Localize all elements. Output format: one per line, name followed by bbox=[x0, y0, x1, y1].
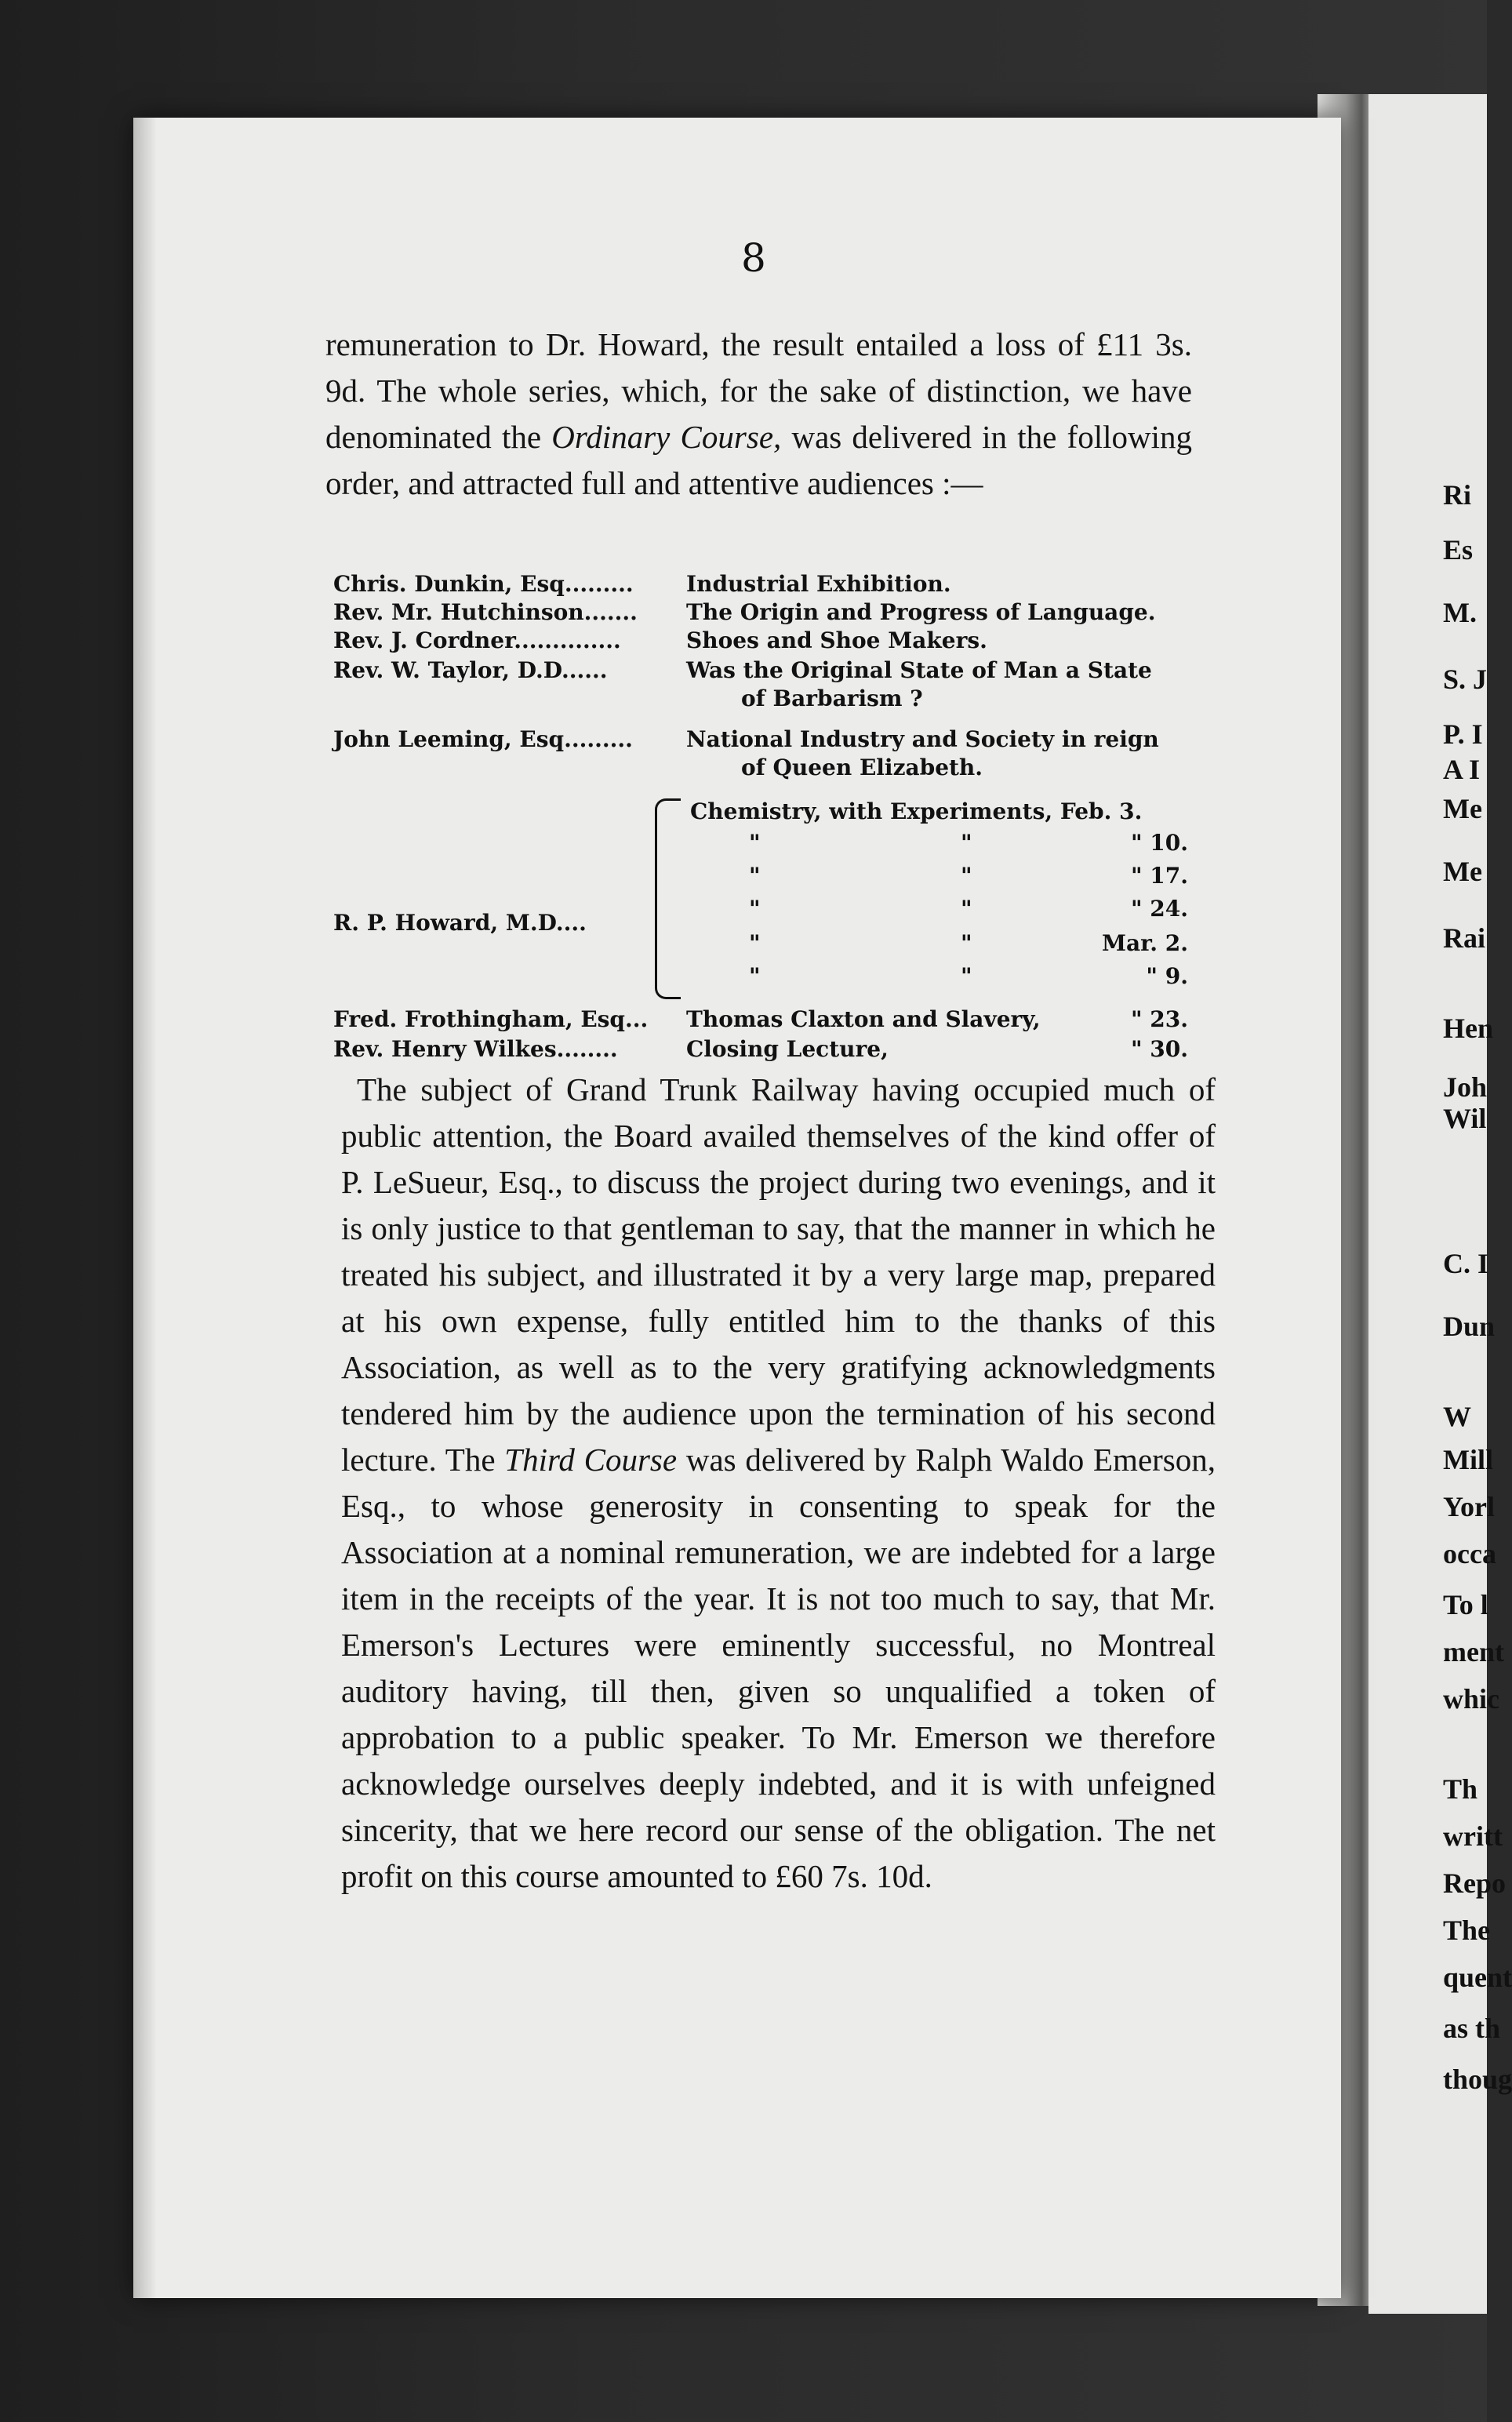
ditto-row bbox=[333, 930, 1212, 958]
right-page-fragment: Yorl bbox=[1443, 1491, 1495, 1522]
ditto-mark: " bbox=[749, 963, 761, 989]
right-page-fragment: whic bbox=[1443, 1683, 1499, 1715]
paragraph-main bbox=[341, 1067, 1216, 1900]
ditto-mark: " bbox=[961, 930, 972, 956]
lecture-speaker: Rev. W. Taylor, D.D...... bbox=[333, 657, 608, 683]
lecture-topic: The Origin and Progress of Language. bbox=[686, 599, 1156, 625]
ditto-mark: " bbox=[749, 896, 761, 922]
para1-text-b: was delivered in the following order, and attracted full and attentive audiences :— bbox=[325, 419, 1192, 501]
lecture-topic: Shoes and Shoe Makers. bbox=[686, 627, 987, 653]
ditto-mark: " bbox=[961, 896, 972, 922]
right-page-fragment: M. bbox=[1443, 597, 1477, 628]
lecture-row bbox=[333, 1006, 1212, 1035]
para2-text-b: was delivered by Ralph Waldo Emerson, Esq., to whose generosity in consenting to speak for the Association at a nominal remuneration, we are indebted for a large item in the receipts of the year. It is not too much to say, that Mr. Emerson's Lectures were eminently successful, no Montreal auditory having, till then, given so unqualified a token of approbation to a public speaker. To Mr. Emerson we therefore acknowledge ourselves deeply indebted, and it is with unfeigned sincerity, that we here record our sense of the obligation. The net profit on this course amounted to £60 7s. 10d. bbox=[341, 1442, 1216, 1894]
lecture-topic: Industrial Exhibition. bbox=[686, 571, 951, 597]
lecture-row bbox=[333, 1036, 1212, 1064]
right-page-fragment: Es bbox=[1443, 534, 1474, 565]
lecture-row bbox=[333, 571, 1212, 599]
ditto-mark: " bbox=[961, 830, 972, 856]
lecture-speaker: Rev. J. Cordner.............. bbox=[333, 627, 621, 653]
lecture-row bbox=[333, 599, 1212, 627]
lecture-date: " 9. bbox=[1146, 963, 1188, 989]
right-page-fragment: S. J bbox=[1443, 664, 1488, 695]
right-page-fragment: occa bbox=[1443, 1538, 1496, 1569]
right-page-fragment: Th bbox=[1443, 1773, 1478, 1805]
lecture-row bbox=[333, 686, 1212, 714]
right-page-fragment: Hen bbox=[1443, 1013, 1494, 1044]
right-page-fragment: Mill bbox=[1443, 1444, 1493, 1475]
ditto-mark: " bbox=[961, 963, 972, 989]
right-page-fragment: writt bbox=[1443, 1820, 1503, 1852]
right-page-fragment: as th bbox=[1443, 2013, 1501, 2044]
right-page-fragment: Me bbox=[1443, 856, 1482, 887]
right-page-fragment: Wil bbox=[1443, 1103, 1487, 1134]
right-page-fragment: ment bbox=[1443, 1636, 1504, 1667]
lecture-speaker: Chris. Dunkin, Esq......... bbox=[333, 571, 634, 597]
para2-text-a: The subject of Grand Trunk Railway having occupied much of public attention, the Board availed themselves of the kind offer of P. LeSueur, Esq., to discuss the project during two evenings, and it is only justice to that gentleman to say, that the manner in which he treated his subject, and illustrated it by a very large map, prepared at his own expense, fully entitled him to the thanks of this Association, as well as to the very gratifying acknowledgments tendered him by the audience upon the termination of his second lecture. The bbox=[341, 1071, 1216, 1478]
right-page-fragment: quent bbox=[1443, 1962, 1512, 1993]
lecture-date: " 30. bbox=[1130, 1036, 1188, 1062]
lecture-speaker: Rev. Henry Wilkes........ bbox=[333, 1036, 618, 1062]
ditto-mark: " bbox=[961, 863, 972, 889]
para2-emphasis: Third Course bbox=[504, 1442, 678, 1478]
right-page-fragment: Dun bbox=[1443, 1311, 1496, 1342]
right-page-fragment: Me bbox=[1443, 793, 1482, 824]
right-page-fragment: A I bbox=[1443, 754, 1481, 785]
lecture-speaker: Fred. Frothingham, Esq... bbox=[333, 1006, 649, 1032]
lecture-date: " 24. bbox=[1130, 896, 1188, 922]
para1-emphasis: Ordinary Course, bbox=[551, 419, 782, 455]
lecture-topic: Was the Original State of Man a State bbox=[686, 657, 1152, 683]
ditto-mark: " bbox=[749, 930, 761, 956]
right-page-fragment: The bbox=[1443, 1915, 1491, 1946]
right-page-fragment: Ri bbox=[1443, 479, 1471, 511]
lecture-date: " 17. bbox=[1130, 863, 1188, 889]
ditto-mark: " bbox=[749, 863, 761, 889]
ditto-mark: " bbox=[749, 830, 761, 856]
lecture-topic: Thomas Claxton and Slavery, bbox=[686, 1006, 1041, 1032]
page-number: 8 bbox=[741, 235, 766, 281]
lecture-row bbox=[333, 755, 1212, 783]
lecture-row bbox=[333, 726, 1212, 755]
right-page-fragment: Repo bbox=[1443, 1867, 1506, 1899]
right-page-fragment: Rai bbox=[1443, 922, 1485, 954]
ditto-row bbox=[333, 830, 1212, 858]
right-page-fragment: W bbox=[1443, 1401, 1471, 1432]
lecture-row bbox=[333, 798, 1212, 827]
right-page-fragment: Joh bbox=[1443, 1071, 1488, 1103]
lecture-date: Mar. 2. bbox=[1101, 930, 1188, 956]
ditto-row bbox=[333, 896, 1212, 924]
lecture-topic: National Industry and Society in reign bbox=[686, 726, 1159, 752]
para1-text-a: remuneration to Dr. Howard, the result entailed a loss of £11 3s. 9d. The whole series, which, for the sake of distinction, we have denominated the bbox=[325, 326, 1192, 455]
right-page-fragment: P. I bbox=[1443, 718, 1483, 750]
lecture-speaker: R. P. Howard, M.D.... bbox=[333, 910, 587, 936]
lecture-row bbox=[333, 657, 1212, 686]
paragraph-intro bbox=[325, 322, 1192, 507]
lecture-speaker: John Leeming, Esq......... bbox=[333, 726, 633, 752]
right-page-fragment: C. I bbox=[1443, 1248, 1489, 1279]
page-edge-shadow bbox=[133, 118, 157, 2298]
lecture-topic-continued: of Queen Elizabeth. bbox=[741, 755, 983, 780]
lecture-topic-continued: of Barbarism ? bbox=[741, 686, 923, 711]
lecture-speaker: Rev. Mr. Hutchinson....... bbox=[333, 599, 638, 625]
right-page-fragment: To l bbox=[1443, 1589, 1488, 1620]
lecture-row bbox=[333, 627, 1212, 656]
lecture-date: " 23. bbox=[1130, 1006, 1188, 1032]
right-page-fragment: thoug bbox=[1443, 2064, 1512, 2095]
ditto-row bbox=[333, 963, 1212, 991]
ditto-row bbox=[333, 863, 1212, 891]
lecture-date: " 10. bbox=[1130, 830, 1188, 856]
lecture-topic: Closing Lecture, bbox=[686, 1036, 889, 1062]
lecture-topic: Chemistry, with Experiments, Feb. 3. bbox=[690, 798, 1143, 824]
